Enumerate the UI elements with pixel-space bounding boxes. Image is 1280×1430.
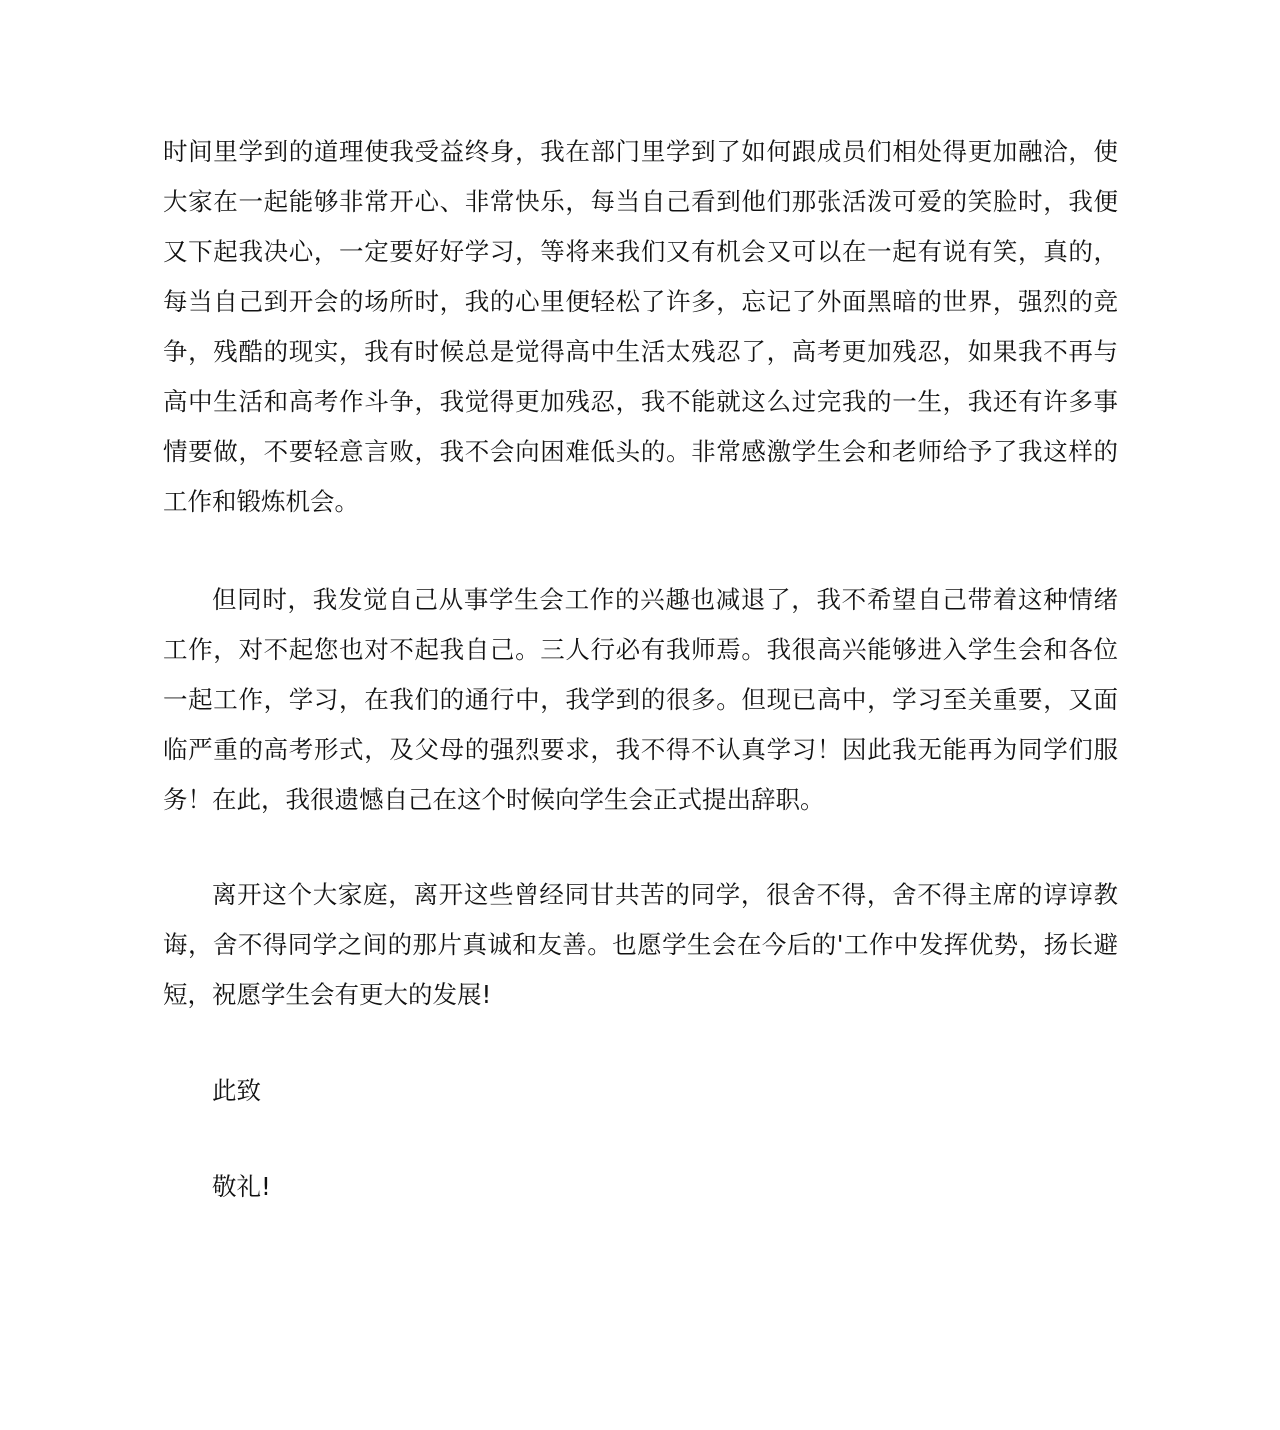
closing-salutation: 此致: [212, 1076, 261, 1105]
paragraph-1: 时间里学到的道理使我受益终身，我在部门里学到了如何跟成员们相处得更加融洽，使大家在一起能够非常开心、非常快乐，每当自己看到他们那张活泼可爱的笑脸时，我便又下起我决心，一定要好好学习，等将来我们又有机会又可以在一起有说有笑，真的，每当自己到开会的场所时，我的心里便轻松了许多，忘记了外面黑暗的世界，强烈的竞争，残酷的现实，我有时候总是觉得高中生活太残忍了，高考更加残忍，如果我不再与高中生活和高考作斗争，我觉得更加残忍，我不能就这么过完我的一生，我还有许多事情要做，不要轻意言败，我不会向困难低头的。非常感激学生会和老师给予了我这样的工作和锻炼机会。: [163, 137, 1118, 516]
paragraph-2: 但同时，我发觉自己从事学生会工作的兴趣也减退了，我不希望自己带着这种情绪工作，对不起您也对不起我自己。三人行必有我师焉。我很高兴能够进入学生会和各位一起工作，学习，在我们的通行中，我学到的很多。但现已高中，学习至关重要，又面临严重的高考形式，及父母的强烈要求，我不得不认真学习！因此我无能再为同学们服务！在此，我很遗憾自己在这个时候向学生会正式提出辞职。: [163, 585, 1118, 814]
closing-regards: 敬礼!: [212, 1172, 271, 1201]
paragraph-3: 离开这个大家庭，离开这些曾经同甘共苦的同学，很舍不得，舍不得主席的谆谆教诲，舍不得同学之间的那片真诚和友善。也愿学生会在今后的'工作中发挥优势，扬长避短，祝愿学生会有更大的发展!: [163, 880, 1118, 1009]
